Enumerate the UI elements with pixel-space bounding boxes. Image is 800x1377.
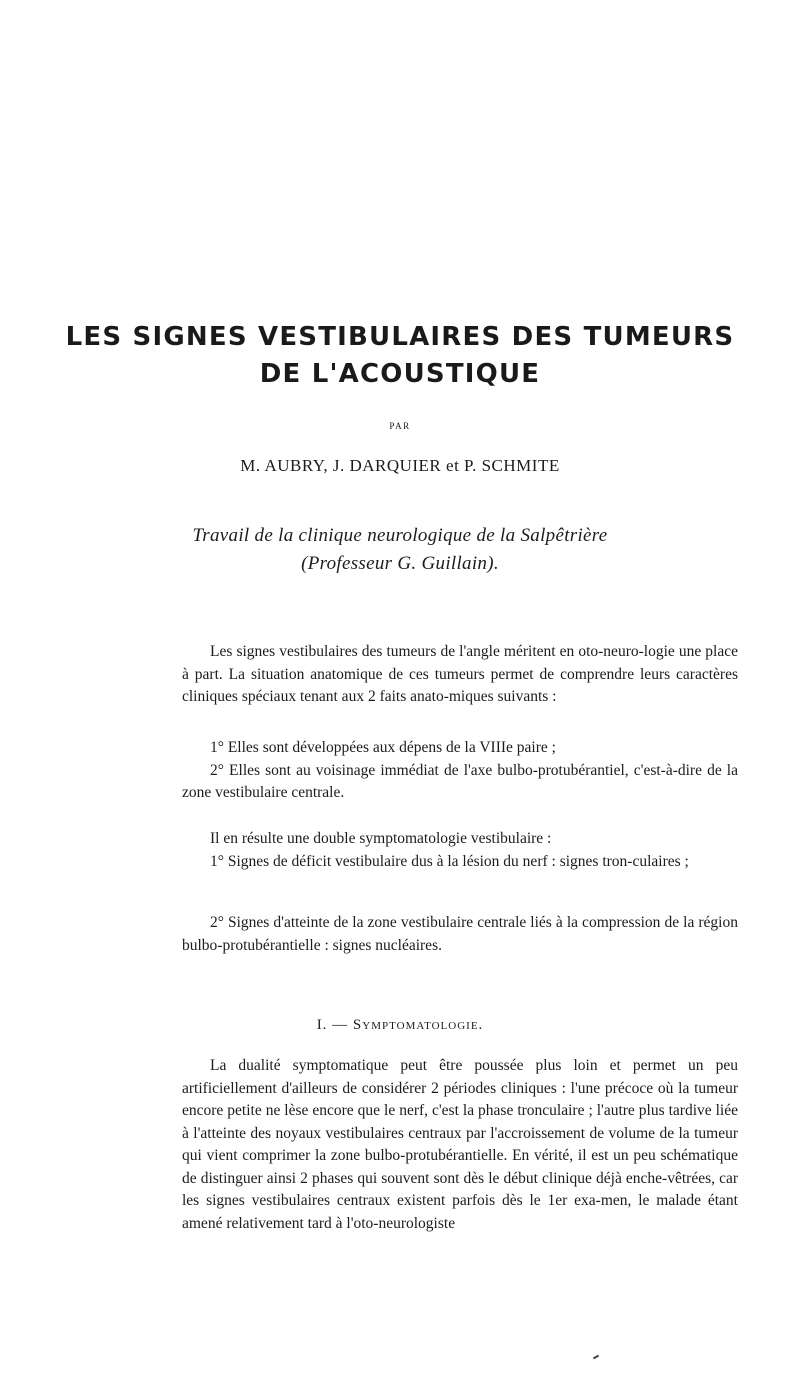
article-title-line-1: LES SIGNES VESTIBULAIRES DES TUMEURS: [65, 322, 735, 352]
affiliation-line-1: Travail de la clinique neurologique de la Salpêtrière: [192, 525, 608, 546]
fact-2-paragraph: 2° Elles sont au voisinage immédiat de l'axe bulbo-protubérantiel, c'est-à-dire de la zone vestibulaire centrale.: [182, 761, 738, 801]
result-block: [182, 828, 738, 873]
duality-block: [182, 1055, 738, 1235]
signs-2-block: [182, 912, 738, 957]
intro-block: [182, 641, 738, 709]
section-heading: I. — Symptomatologie.: [316, 1017, 484, 1033]
facts-block: [182, 737, 738, 805]
article-title-line-2: DE L'ACOUSTIQUE: [259, 359, 541, 389]
fact-1-paragraph: 1° Elles sont développées aux dépens de la VIIIe paire ;: [210, 739, 556, 756]
by-label: PAR: [389, 421, 411, 431]
intro-paragraph: Les signes vestibulaires des tumeurs de l'angle méritent en oto-neuro-logie une place à part. La situation anatomique de ces tumeurs permet de comprendre leurs caractères cliniques spéciaux tenant aux 2 faits anato-miques suivants :: [182, 643, 738, 705]
result-paragraph: Il en résulte une double symptomatologie vestibulaire :: [210, 830, 552, 847]
affiliation-line-2: (Professeur G. Guillain).: [301, 553, 499, 574]
signs-2-paragraph: 2° Signes d'atteinte de la zone vestibulaire centrale liés à la compression de la région bulbo-protubérantielle : signes nucléaires.: [182, 914, 738, 954]
scan-mark: [593, 1355, 599, 1360]
duality-paragraph: La dualité symptomatique peut être poussée plus loin et permet un peu artificiellement d'ailleurs de considérer 2 périodes cliniques : l'une précoce où la tumeur encore petite ne lèse encore que le nerf, c'est la phase tronculaire ; l'autre plus tardive liée à l'atteinte des noyaux vestibulaires centraux par l'accroissement de volume de la tumeur qui vient comprimer la zone bulbo-protubérantielle. En vérité, il est un peu schématique de distinguer ainsi 2 phases qui souvent sont dès le début clinique déjà enche-vêtrées, car les signes vestibulaires centraux existent parfois dès le 1er exa-men, le malade étant amené relativement tard à l'oto-neurologiste: [182, 1057, 738, 1232]
authors: M. AUBRY, J. DARQUIER et P. SCHMITE: [240, 456, 560, 475]
signs-1-paragraph: 1° Signes de déficit vestibulaire dus à la lésion du nerf : signes tron-culaires ;: [210, 852, 689, 870]
